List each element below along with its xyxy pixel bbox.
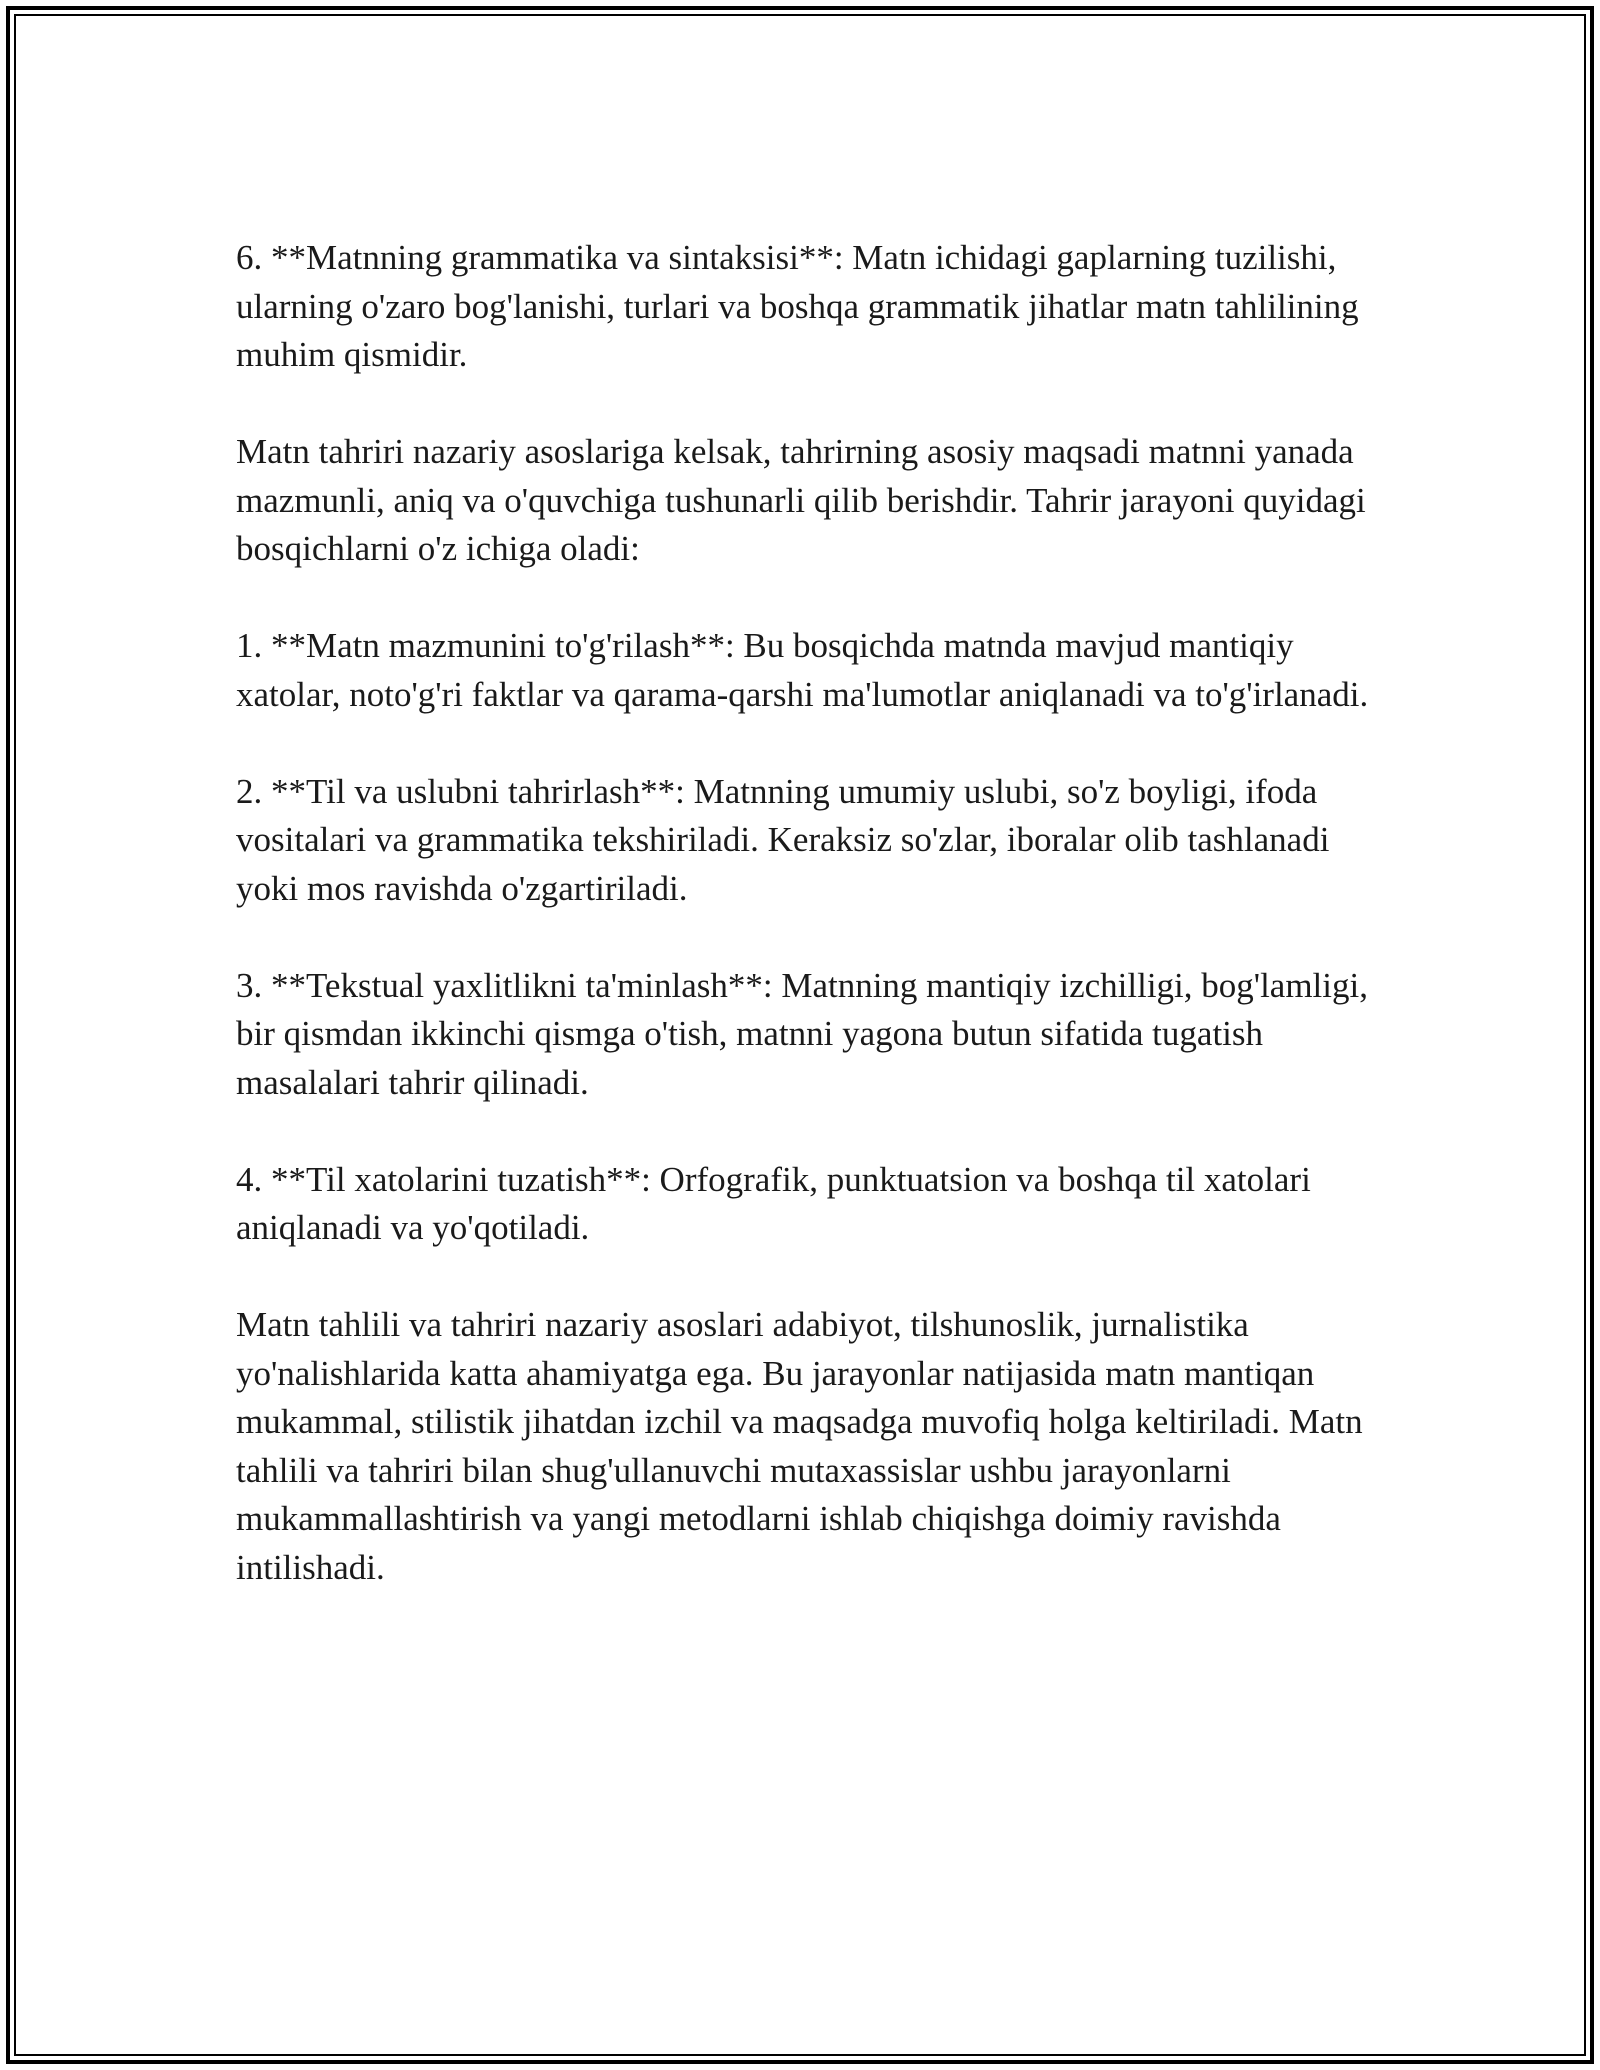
paragraph-conclusion: Matn tahlili va tahriri nazariy asoslari adabiyot, tilshunoslik, jurnalistika yo'nalishlarida katta ahamiyatga ega. Bu jarayonlar natijasida matn mantiqan mukammal, stilistik jihatdan izchil va maqsadga muvofiq holga keltiriladi. Matn tahlili va tahriri bilan shug'ullanuvchi mutaxassislar ushbu jarayonlarni mukammallashtirish va yangi metodlarni ishlab chiqishga doimiy ravishda intilishadi.	[236, 1305, 1363, 1587]
paragraph-step-2-style: 2. **Til va uslubni tahrirlash**: Matnning umumiy uslubi, so'z boyligi, ifoda vositalari va grammatika tekshiriladi. Keraksiz so'zlar, iboralar olib tashlanadi yoki mos ravishda o'zgartiriladi.	[236, 771, 1330, 908]
paragraph-step-4-errors: 4. **Til xatolarini tuzatish**: Orfografik, punktuatsion va boshqa til xatolari aniqlanadi va yo'qotiladi.	[236, 1159, 1311, 1247]
paragraph-grammar-syntax: 6. **Matnning grammatika va sintaksisi**: Matn ichidagi gaplarning tuzilishi, ularning o'zaro bog'lanishi, turlari va boshqa grammatik jihatlar matn tahlilining muhim qismidir.	[236, 238, 1359, 374]
document-body	[236, 234, 1386, 1641]
paragraph-editing-intro: Matn tahriri nazariy asoslariga kelsak, tahrirning asosiy maqsadi matnni yanada mazmunli, aniq va o'quvchiga tushunarli qilib berishdir. Tahrir jarayoni quyidagi bosqichlarni o'z ichiga oladi:	[236, 432, 1366, 568]
paragraph-step-1-content: 1. **Matn mazmunini to'g'rilash**: Bu bosqichda matnda mavjud mantiqiy xatolar, noto'g'ri faktlar va qarama-qarshi ma'lumotlar aniqlanadi va to'g'irlanadi.	[236, 626, 1369, 714]
paragraph-step-3-coherence: 3. **Tekstual yaxlitlikni ta'minlash**: Matnning mantiqiy izchilligi, bog'lamligi, bir qismdan ikkinchi qismga o'tish, matnni yagona butun sifatida tugatish masalalari tahrir qilinadi.	[236, 965, 1368, 1102]
